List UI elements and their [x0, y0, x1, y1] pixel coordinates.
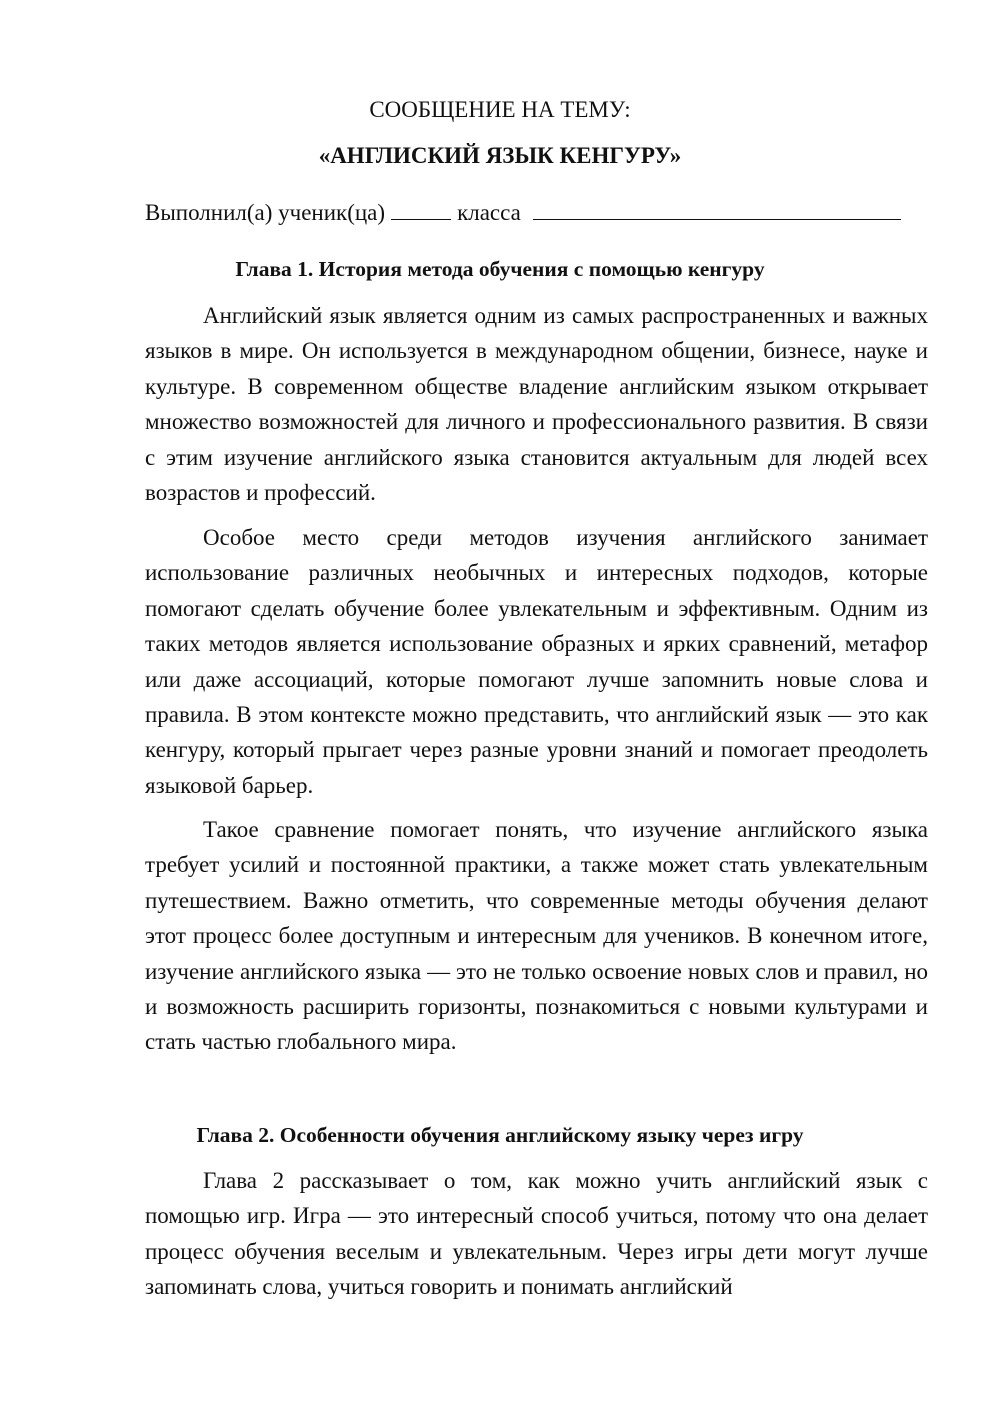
chapter-1-paragraph-3: Такое сравнение помогает понять, что изучение английского языка требует усилий и постоянной практики, а также может стать увлекательным путешествием. Важно отметить, что современные методы обучения делают этот процесс более доступным и интересным для учеников. В конечном итоге, изучение английского языка — это не только освоение новых слов и правил, но и возможность расширить горизонты, познакомиться с новыми культурами и стать частью глобального мира. — [145, 817, 928, 1055]
document-title-line-1: СООБЩЕНИЕ НА ТЕМУ: — [369, 97, 631, 122]
grade-blank — [391, 199, 451, 220]
chapter-1-heading: Глава 1. История метода обучения с помощью кенгуру — [235, 257, 765, 281]
author-class-label: класса — [457, 200, 521, 225]
class-blank — [533, 199, 901, 220]
chapter-2-heading: Глава 2. Особенности обучения английскому языку через игру — [196, 1123, 804, 1147]
chapter-1-paragraph-2: Особое место среди методов изучения английского занимает использование различных необычных и интересных подходов, которые помогают сделать обучение более увлекательным и эффективным. Одним из таких методов является использование образных и ярких сравнений, метафор или даже ассоциаций, которые помогают лучше запомнить новые слова и правила. В этом контексте можно представить, что английский язык — это как кенгуру, который прыгает через разные уровни знаний и помогает преодолеть языковой барьер. — [145, 525, 928, 798]
author-prefix: Выполнил(а) ученик(ца) — [145, 200, 386, 225]
document-title-line-2: «АНГЛИСКИЙ ЯЗЫК КЕНГУРУ» — [318, 143, 682, 168]
author-line — [145, 198, 945, 228]
chapter-2-paragraph-1: Глава 2 рассказывает о том, как можно учить английский язык с помощью игр. Игра — это интересный способ учиться, потому что она делает процесс обучения веселым и увлекательным. Через игры дети могут лучше запоминать слова, учиться говорить и понимать английский — [145, 1168, 928, 1300]
chapter-1-paragraph-1: Английский язык является одним из самых распространенных и важных языков в мире. Он используется в международном общении, бизнесе, науке и культуре. В современном обществе владение английским языком открывает множество возможностей для личного и профессионального развития. В связи с этим изучение английского языка становится актуальным для людей всех возрастов и профессий. — [145, 303, 928, 506]
